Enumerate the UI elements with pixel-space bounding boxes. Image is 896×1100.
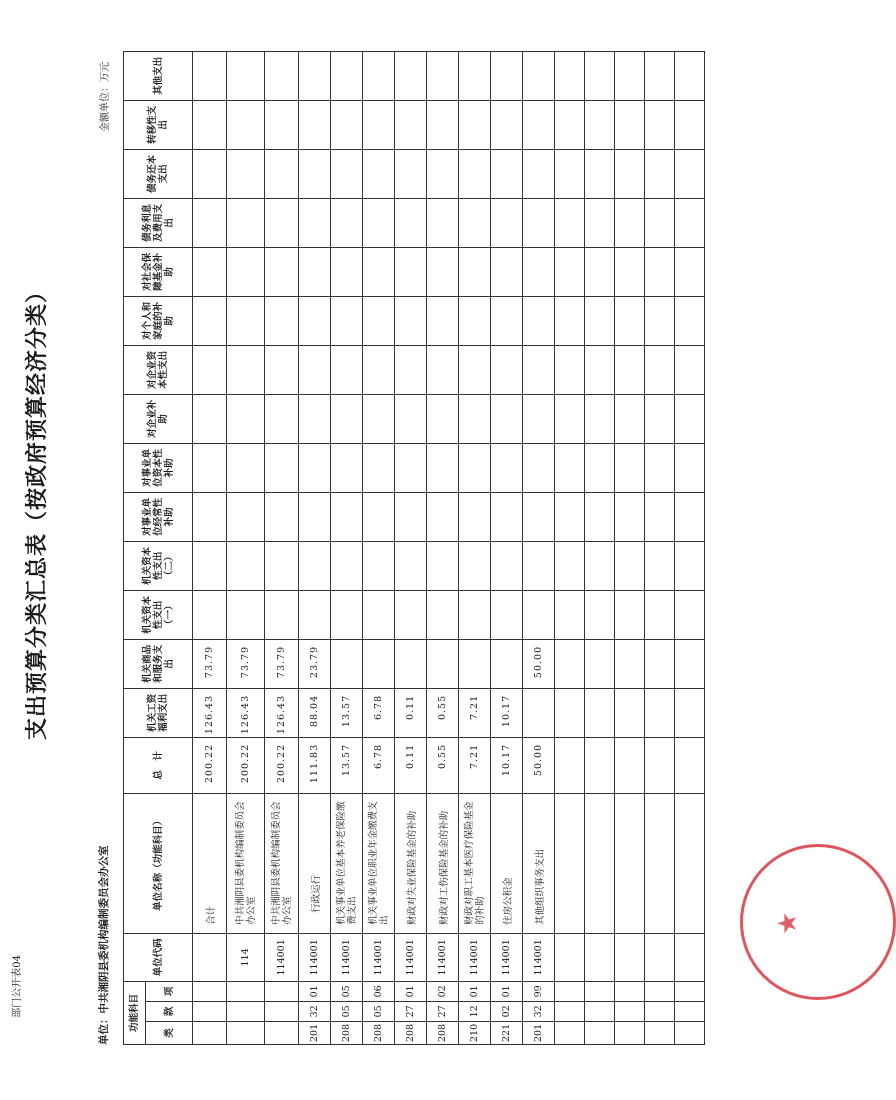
cell-c1: 0.11	[395, 688, 427, 737]
cell-lei	[193, 1021, 227, 1044]
cell-c2	[459, 639, 491, 688]
header-econ-col: 对企业资本性支出	[124, 345, 193, 394]
cell-c2	[427, 639, 459, 688]
table-row	[523, 51, 555, 1044]
header-econ-col: 机关商品和服务支出	[124, 639, 193, 688]
table-row	[459, 51, 491, 1044]
cell-kuan: 27	[395, 1001, 427, 1021]
cell-unit-name: 财政对工伤保险基金的补助	[427, 793, 459, 933]
cell-c2: 73.79	[265, 639, 299, 688]
cell-xiang	[265, 981, 299, 1001]
cell-total: 6.78	[363, 737, 395, 793]
empty-row	[675, 51, 705, 1044]
cell-total: 10.17	[491, 737, 523, 793]
cell-xiang: 01	[491, 981, 523, 1001]
cell-c3	[193, 590, 227, 639]
cell-unit-name: 机关事业单位职业年金缴费支出	[363, 793, 395, 933]
cell-unit-code: 114001	[491, 933, 523, 981]
cell-lei: 210	[459, 1021, 491, 1044]
empty-row	[585, 51, 615, 1044]
header-econ-col: 债务利息及费用支出	[124, 198, 193, 247]
cell-c1: 126.43	[265, 688, 299, 737]
table-row	[265, 51, 299, 1044]
cell-lei: 201	[523, 1021, 555, 1044]
cell-kuan	[265, 1001, 299, 1021]
cell-lei	[227, 1021, 265, 1044]
header-econ-col: 转移性支出	[124, 100, 193, 149]
cell-kuan: 05	[363, 1001, 395, 1021]
cell-xiang: 06	[363, 981, 395, 1001]
header-total: 总 计	[124, 737, 193, 793]
header-econ-col: 债务还本支出	[124, 149, 193, 198]
cell-unit-name: 中共湘阴县委机构编制委员会办公室	[227, 793, 265, 933]
cell-unit-code: 114001	[523, 933, 555, 981]
star-icon: ★	[773, 911, 803, 935]
cell-lei	[265, 1021, 299, 1044]
header-econ-col: 对企业补助	[124, 394, 193, 443]
header-econ-col: 对事业单位经常性补助	[124, 492, 193, 541]
cell-xiang	[227, 981, 265, 1001]
cell-xiang	[193, 981, 227, 1001]
cell-c2: 50.00	[523, 639, 555, 688]
cell-c2: 73.79	[193, 639, 227, 688]
cell-total: 0.55	[427, 737, 459, 793]
header-econ-col: 机关工资福利支出	[124, 688, 193, 737]
cell-kuan: 27	[427, 1001, 459, 1021]
cell-unit-code: 114001	[265, 933, 299, 981]
cell-xiang: 02	[427, 981, 459, 1001]
cell-c2	[363, 639, 395, 688]
form-code: 部门公开表04	[12, 955, 23, 1018]
cell-total: 7.21	[459, 737, 491, 793]
cell-unit-code: 114	[227, 933, 265, 981]
cell-kuan: 12	[459, 1001, 491, 1021]
cell-kuan: 02	[491, 1001, 523, 1021]
cell-kuan	[193, 1001, 227, 1021]
unit-label: 单位：中共湘阴县委机构编制委员会办公室	[98, 845, 110, 1045]
cell-unit-code: 114001	[459, 933, 491, 981]
cell-lei: 208	[331, 1021, 363, 1044]
cell-total: 200.22	[193, 737, 227, 793]
cell-total: 111.83	[299, 737, 331, 793]
table-row	[299, 51, 331, 1044]
header-lei: 类	[146, 1021, 193, 1044]
cell-c3	[227, 590, 265, 639]
cell-kuan: 05	[331, 1001, 363, 1021]
cell-unit-name: 其他组织事务支出	[523, 793, 555, 933]
cell-c3	[427, 590, 459, 639]
page-title: 支出预算分类汇总表（按政府预算经济分类）	[24, 279, 50, 740]
cell-c3	[299, 590, 331, 639]
cell-c2	[395, 639, 427, 688]
cell-c2: 23.79	[299, 639, 331, 688]
header-econ-col: 其他支出	[124, 51, 193, 100]
cell-kuan: 32	[299, 1001, 331, 1021]
cell-lei: 208	[427, 1021, 459, 1044]
cell-unit-code	[193, 933, 227, 981]
header-unit-code: 单位代码	[124, 933, 193, 981]
cell-c1: 88.04	[299, 688, 331, 737]
header-unit-name: 单位名称（功能科目）	[124, 793, 193, 933]
cell-c3	[459, 590, 491, 639]
cell-xiang: 01	[395, 981, 427, 1001]
table-row	[395, 51, 427, 1044]
header-function-group: 功能科目	[124, 981, 146, 1044]
cell-kuan: 32	[523, 1001, 555, 1021]
cell-xiang: 01	[459, 981, 491, 1001]
cell-lei: 221	[491, 1021, 523, 1044]
cell-c3	[395, 590, 427, 639]
header-econ-col: 机关资本性支出（一）	[124, 590, 193, 639]
cell-c1: 0.55	[427, 688, 459, 737]
cell-c1: 13.57	[331, 688, 363, 737]
official-seal	[740, 844, 896, 1000]
cell-unit-name: 合计	[193, 793, 227, 933]
header-econ-col: 对社会保障基金补助	[124, 247, 193, 296]
table-row	[227, 51, 265, 1044]
cell-unit-name: 中共湘阴县委机构编制委员会办公室	[265, 793, 299, 933]
cell-c1: 7.21	[459, 688, 491, 737]
table-row	[331, 51, 363, 1044]
cell-unit-name: 住房公积金	[491, 793, 523, 933]
cell-c3	[331, 590, 363, 639]
cell-unit-code: 114001	[331, 933, 363, 981]
table-row	[427, 51, 459, 1044]
cell-unit-code: 114001	[363, 933, 395, 981]
empty-row	[645, 51, 675, 1044]
cell-unit-code: 114001	[427, 933, 459, 981]
cell-lei: 201	[299, 1021, 331, 1044]
header-kuan: 款	[146, 1001, 193, 1021]
cell-c3	[265, 590, 299, 639]
cell-total: 200.22	[227, 737, 265, 793]
cell-xiang: 05	[331, 981, 363, 1001]
cell-c1: 6.78	[363, 688, 395, 737]
cell-unit-code: 114001	[299, 933, 331, 981]
empty-row	[615, 51, 645, 1044]
cell-xiang: 01	[299, 981, 331, 1001]
cell-c3	[491, 590, 523, 639]
budget-table	[123, 51, 705, 1045]
cell-c2	[491, 639, 523, 688]
cell-lei: 208	[395, 1021, 427, 1044]
table-row	[193, 51, 227, 1044]
empty-row	[555, 51, 585, 1044]
cell-total: 13.57	[331, 737, 363, 793]
cell-unit-name: 机关事业单位基本养老保险缴费支出	[331, 793, 363, 933]
cell-c3	[523, 590, 555, 639]
cell-xiang: 99	[523, 981, 555, 1001]
table-row	[491, 51, 523, 1044]
cell-unit-code: 114001	[395, 933, 427, 981]
header-econ-col: 对个人和家庭的补助	[124, 296, 193, 345]
cell-c1	[523, 688, 555, 737]
cell-c1: 126.43	[193, 688, 227, 737]
cell-total: 200.22	[265, 737, 299, 793]
cell-total: 0.11	[395, 737, 427, 793]
cell-unit-name: 行政运行	[299, 793, 331, 933]
header-econ-col: 机关资本性支出（二）	[124, 541, 193, 590]
cell-c3	[363, 590, 395, 639]
cell-c2	[331, 639, 363, 688]
cell-total: 50.00	[523, 737, 555, 793]
cell-c1: 126.43	[227, 688, 265, 737]
header-econ-col: 对事业单位资本性补助	[124, 443, 193, 492]
amount-unit: 金额单位：万元	[100, 62, 111, 132]
table-row	[363, 51, 395, 1044]
cell-c1: 10.17	[491, 688, 523, 737]
cell-c2: 73.79	[227, 639, 265, 688]
header-xiang: 项	[146, 981, 193, 1001]
cell-unit-name: 财政对职工基本医疗保险基金的补助	[459, 793, 491, 933]
cell-kuan	[227, 1001, 265, 1021]
cell-lei: 208	[363, 1021, 395, 1044]
cell-unit-name: 财政对失业保险基金的补助	[395, 793, 427, 933]
